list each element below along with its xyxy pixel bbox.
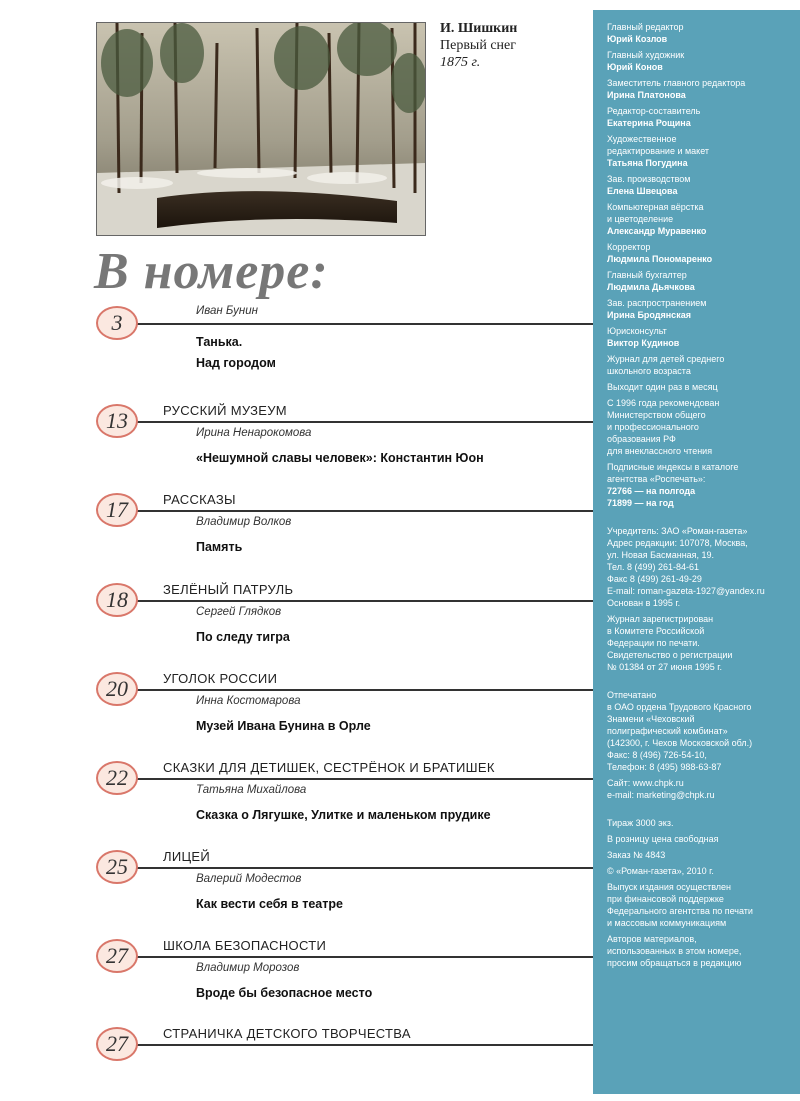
masthead-block: [607, 105, 788, 129]
page-number: 13: [96, 404, 138, 438]
entry-rule: [118, 510, 595, 512]
section-title: УГОЛОК РОССИИ: [163, 671, 278, 686]
masthead-line: ул. Новая Басманная, 19.: [607, 550, 715, 560]
article-author: Татьяна Михайлова: [196, 784, 307, 796]
masthead-line: редактирование и макет: [607, 146, 710, 156]
masthead-line: E-mail: roman-gazeta-1927@yandex.ru: [607, 586, 765, 596]
masthead-name: Александр Муравенко: [607, 226, 707, 236]
masthead-block: [607, 933, 788, 969]
article-titles: [196, 537, 242, 558]
article-author: Ирина Ненарокомова: [196, 427, 312, 439]
masthead-block: [607, 77, 788, 101]
masthead-line: Федерации по печати.: [607, 638, 700, 648]
masthead-block: [607, 881, 788, 929]
article-title: Танька.: [196, 335, 243, 349]
masthead-line: в Комитете Российской: [607, 626, 705, 636]
masthead-name: Ирина Бродянская: [607, 310, 691, 320]
masthead-line: Главный редактор: [607, 22, 684, 32]
masthead-line: Зав. распространением: [607, 298, 707, 308]
masthead-line: № 01384 от 27 июня 1995 г.: [607, 662, 722, 672]
masthead-line: Юрисконсульт: [607, 326, 667, 336]
article-titles: [196, 983, 372, 1004]
masthead-block: [607, 613, 788, 673]
entry-rule: [118, 778, 595, 780]
page-number: 17: [96, 493, 138, 527]
masthead-line: В розницу цена свободная: [607, 834, 719, 844]
masthead-line: Отпечатано: [607, 690, 657, 700]
section-title: СТРАНИЧКА ДЕТСКОГО ТВОРЧЕСТВА: [163, 1026, 411, 1041]
masthead-block: [607, 49, 788, 73]
article-title: Музей Ивана Бунина в Орле: [196, 719, 371, 733]
article-author: Владимир Волков: [196, 516, 292, 528]
section-title: ШКОЛА БЕЗОПАСНОСТИ: [163, 938, 327, 953]
masthead-block: [607, 849, 788, 861]
article-title: Память: [196, 540, 243, 554]
masthead-line: при финансовой поддержке: [607, 894, 724, 904]
masthead-line: школьного возраста: [607, 366, 691, 376]
article-titles: [196, 448, 484, 469]
masthead-name: Ирина Платонова: [607, 90, 686, 100]
masthead-line: Учредитель: ЗАО «Роман-газета»: [607, 526, 748, 536]
painting-year: 1875 г.: [440, 55, 481, 70]
masthead-name: Людмила Дьячкова: [607, 282, 695, 292]
masthead-line: (142300, г. Чехов Московской обл.): [607, 738, 753, 748]
section-title: СКАЗКИ ДЛЯ ДЕТИШЕК, СЕСТРЁНОК И БРАТИШЕК: [163, 760, 495, 775]
article-author: Валерий Модестов: [196, 873, 302, 885]
masthead-line: Главный художник: [607, 50, 685, 60]
contents-heading: В номере:: [94, 243, 329, 300]
toc-entry: [0, 755, 600, 835]
toc-entry: [0, 933, 600, 1013]
masthead-name: Екатерина Рощина: [607, 118, 691, 128]
masthead-block: [607, 133, 788, 169]
page-number: 20: [96, 672, 138, 706]
entry-rule: [118, 956, 595, 958]
article-title: Как вести себя в театре: [196, 897, 343, 911]
section-title: РАССКАЗЫ: [163, 492, 236, 507]
masthead-block: [607, 397, 788, 457]
masthead-line: [607, 677, 788, 689]
masthead-line: Выходит один раз в месяц: [607, 382, 718, 392]
masthead-block: [607, 241, 788, 265]
masthead-line: в ОАО ордена Трудового Красного: [607, 702, 752, 712]
masthead-block: [607, 513, 788, 609]
masthead-line: Журнал зарегистрирован: [607, 614, 714, 624]
masthead-block: [607, 461, 788, 509]
toc-entry: [0, 398, 600, 478]
page-number: 25: [96, 850, 138, 884]
masthead-line: и профессионального: [607, 422, 699, 432]
masthead-line: Главный бухгалтер: [607, 270, 687, 280]
masthead-line: Знамени «Чеховский: [607, 714, 695, 724]
masthead-name: Людмила Пономаренко: [607, 254, 713, 264]
masthead-block: [607, 201, 788, 237]
painting-artist: И. Шишкин: [440, 21, 518, 36]
masthead-line: Заказ № 4843: [607, 850, 666, 860]
masthead-line: © «Роман-газета», 2010 г.: [607, 866, 714, 876]
masthead-block: [607, 833, 788, 845]
masthead-block: [607, 777, 788, 801]
masthead-line: полиграфический комбинат»: [607, 726, 728, 736]
masthead-line: Телефон: 8 (495) 988-63-87: [607, 762, 722, 772]
entry-rule: [118, 689, 595, 691]
masthead-block: [607, 805, 788, 829]
masthead-name: Юрий Козлов: [607, 34, 668, 44]
masthead-name: Виктор Кудинов: [607, 338, 680, 348]
masthead-line: агентства «Роспечать»:: [607, 474, 706, 484]
masthead-line: Министерством общего: [607, 410, 706, 420]
masthead-name: 71899 — на год: [607, 498, 674, 508]
masthead-line: Адрес редакции: 107078, Москва,: [607, 538, 748, 548]
section-title: ЛИЦЕЙ: [163, 849, 211, 864]
article-author: Сергей Глядков: [196, 606, 282, 618]
masthead-line: Корректор: [607, 242, 651, 252]
entry-rule: [118, 421, 595, 423]
article-title: Сказка о Лягушке, Улитке и маленьком прудике: [196, 808, 491, 822]
masthead-name: Татьяна Погудина: [607, 158, 688, 168]
masthead-line: Выпуск издания осуществлен: [607, 882, 732, 892]
masthead-line: просим обращаться в редакцию: [607, 958, 742, 968]
masthead-block: [607, 865, 788, 877]
section-title: РУССКИЙ МУЗЕУМ: [163, 403, 287, 418]
masthead-sidebar: [593, 10, 800, 1094]
masthead-block: [607, 381, 788, 393]
article-titles: [196, 805, 491, 826]
masthead-block: [607, 353, 788, 377]
masthead-line: Художественное: [607, 134, 677, 144]
masthead-line: Авторов материалов,: [607, 934, 697, 944]
page-number: 27: [96, 939, 138, 973]
masthead-line: для внеклассного чтения: [607, 446, 713, 456]
masthead-line: С 1996 года рекомендован: [607, 398, 720, 408]
toc-entry: [0, 666, 600, 746]
masthead-line: Основан в 1995 г.: [607, 598, 681, 608]
masthead-line: e-mail: marketing@chpk.ru: [607, 790, 715, 800]
entry-rule: [118, 323, 595, 325]
masthead-block: [607, 173, 788, 197]
page-number: 3: [96, 306, 138, 340]
page-number: 27: [96, 1027, 138, 1061]
article-title: По следу тигра: [196, 630, 290, 644]
article-title: Над городом: [196, 356, 276, 370]
section-title: ЗЕЛЁНЫЙ ПАТРУЛЬ: [163, 582, 294, 597]
masthead-line: Сайт: www.chpk.ru: [607, 778, 684, 788]
masthead-line: Заместитель главного редактора: [607, 78, 746, 88]
toc-entry: [0, 577, 600, 657]
article-author: Инна Костомарова: [196, 695, 301, 707]
masthead-line: [607, 805, 788, 817]
masthead-line: Тел. 8 (499) 261-84-61: [607, 562, 699, 572]
masthead-line: Тираж 3000 экз.: [607, 818, 674, 828]
masthead-line: Зав. производством: [607, 174, 691, 184]
masthead-line: Редактор-составитель: [607, 106, 701, 116]
masthead-line: Подписные индексы в каталоге: [607, 462, 739, 472]
masthead-line: [607, 513, 788, 525]
toc-entry: [0, 487, 600, 567]
masthead-line: Федерального агентства по печати: [607, 906, 753, 916]
article-titles: [196, 627, 290, 648]
masthead-name: Елена Швецова: [607, 186, 678, 196]
masthead-line: использованных в этом номере,: [607, 946, 742, 956]
article-titles: [196, 332, 276, 374]
article-author: Владимир Морозов: [196, 962, 300, 974]
entry-rule: [118, 867, 595, 869]
masthead-block: [607, 297, 788, 321]
masthead-line: образования РФ: [607, 434, 676, 444]
article-title: Вроде бы безопасное место: [196, 986, 373, 1000]
entry-rule: [118, 1044, 595, 1046]
toc-entry: [0, 1021, 600, 1101]
masthead-line: и массовым коммуникациям: [607, 918, 727, 928]
page-number: 18: [96, 583, 138, 617]
masthead-line: Факс 8 (499) 261-49-29: [607, 574, 702, 584]
masthead-name: Юрий Конов: [607, 62, 663, 72]
toc-entry: [0, 844, 600, 924]
article-titles: [196, 716, 371, 737]
masthead-line: Компьютерная вёрстка: [607, 202, 704, 212]
masthead-name: 72766 — на полгода: [607, 486, 696, 496]
article-author: Иван Бунин: [196, 305, 258, 317]
masthead-line: Свидетельство о регистрации: [607, 650, 733, 660]
painting-title: Первый снег: [440, 38, 516, 53]
masthead-line: и цветоделение: [607, 214, 674, 224]
masthead-line: Факс: 8 (496) 726-54-10,: [607, 750, 707, 760]
article-title: «Нешумной славы человек»: Константин Юон: [196, 451, 484, 465]
masthead-block: [607, 677, 788, 773]
masthead-block: [607, 269, 788, 293]
masthead-block: [607, 325, 788, 349]
page-number: 22: [96, 761, 138, 795]
toc-entry: [0, 300, 600, 380]
masthead-line: Журнал для детей среднего: [607, 354, 725, 364]
entry-rule: [118, 600, 595, 602]
masthead-block: [607, 21, 788, 45]
article-titles: [196, 894, 343, 915]
